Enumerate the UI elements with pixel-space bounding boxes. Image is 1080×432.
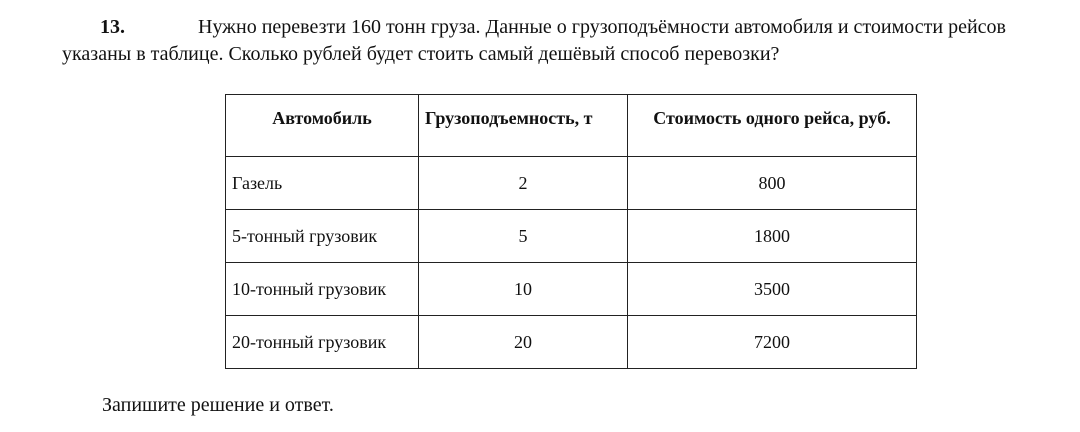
cell-trip-cost: 1800 <box>628 210 917 263</box>
cell-vehicle: 20-тонный грузовик <box>226 316 419 369</box>
problem-text: Нужно перевезти 160 тонн груза. Данные о грузоподъёмности автомобиля и стоимости рейсов указаны в таблице. Сколько рублей будет стоить самый дешёвый способ перевозки? <box>62 16 1006 65</box>
table-header-row <box>226 95 917 157</box>
cell-trip-cost: 3500 <box>628 263 917 316</box>
cell-vehicle: 10-тонный грузовик <box>226 263 419 316</box>
answer-instruction: Запишите решение и ответ. <box>102 394 334 416</box>
table-row <box>226 316 917 369</box>
cell-capacity: 20 <box>419 316 628 369</box>
cell-capacity: 5 <box>419 210 628 263</box>
header-capacity: Грузоподъемность, т <box>419 95 628 157</box>
cell-vehicle: 5-тонный грузовик <box>226 210 419 263</box>
header-vehicle: Автомобиль <box>226 95 419 157</box>
header-trip-cost: Стоимость одного рейса, руб. <box>628 95 917 157</box>
problem-statement <box>62 14 1062 68</box>
cell-trip-cost: 800 <box>628 157 917 210</box>
table-row <box>226 157 917 210</box>
problem-number: 13. <box>100 16 125 38</box>
table-row <box>226 210 917 263</box>
cell-capacity: 2 <box>419 157 628 210</box>
cell-trip-cost: 7200 <box>628 316 917 369</box>
table-row <box>226 263 917 316</box>
cell-capacity: 10 <box>419 263 628 316</box>
vehicle-table <box>225 94 917 369</box>
cell-vehicle: Газель <box>226 157 419 210</box>
